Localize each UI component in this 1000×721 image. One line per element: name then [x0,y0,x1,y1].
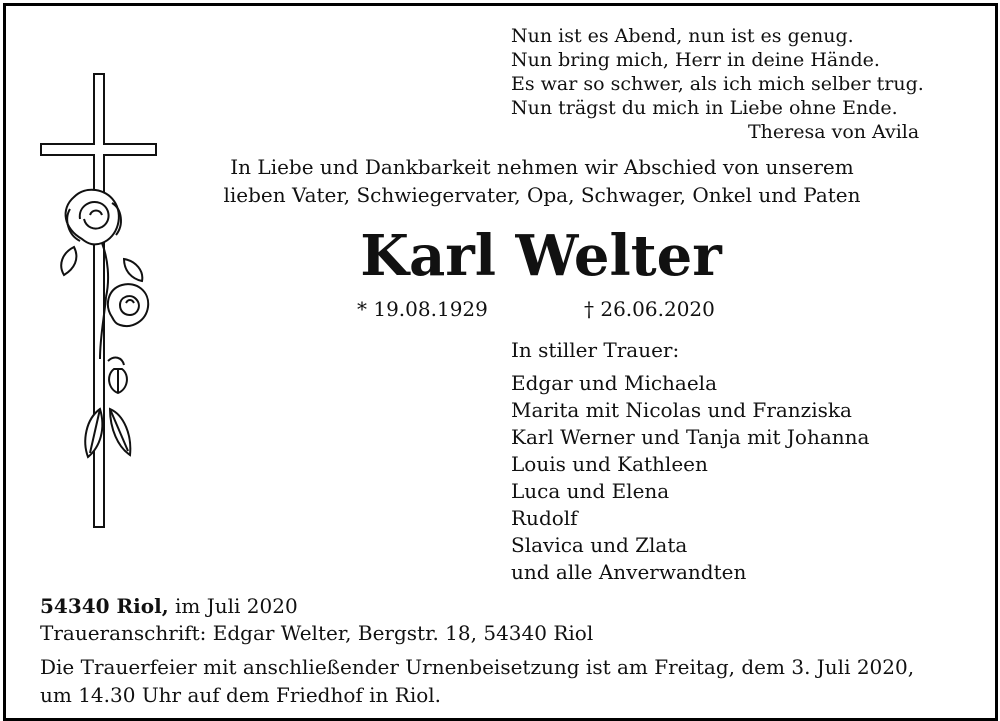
mourner-item: Karl Werner und Tanja mit Johanna [511,425,870,449]
deceased-name: Karl Welter [360,223,722,289]
place-date-line [40,592,298,620]
notice-date: im Juli 2020 [168,594,298,618]
ceremony-line: Die Trauerfeier mit anschließender Urnenbeisetzung ist am Freitag, dem 3. Juli 2020, [40,655,915,679]
cross-with-roses-icon [34,69,164,529]
poem [511,24,924,120]
mourner-item: und alle Anverwandten [511,560,747,584]
mourner-item: Edgar und Michaela [511,371,718,395]
poem-line: Nun trägst du mich in Liebe ohne Ende. [511,97,898,119]
poem-line: Nun ist es Abend, nun ist es genug. [511,25,854,47]
poem-line: Nun bring mich, Herr in deine Hände. [511,49,880,71]
intro-line: In Liebe und Dankbarkeit nehmen wir Abschied von unserem [230,155,854,179]
mourner-item: Luca und Elena [511,479,670,503]
mourners-list [511,370,869,586]
mourning-address: Traueranschrift: Edgar Welter, Bergstr. 18, 54340 Riol [40,621,594,645]
birth-date: * 19.08.1929 [357,297,488,321]
place-name: 54340 Riol, [40,594,169,618]
ceremony-info [40,653,914,709]
intro-text [202,153,882,209]
mourner-item: Marita mit Nicolas und Franziska [511,398,852,422]
mourner-item: Slavica und Zlata [511,533,688,557]
obituary-notice [3,3,998,721]
mourner-item: Rudolf [511,506,578,530]
mourning-heading: In stiller Trauer: [511,338,680,362]
intro-line: lieben Vater, Schwiegervater, Opa, Schwager, Onkel und Paten [223,183,861,207]
mourner-item: Louis und Kathleen [511,452,708,476]
ceremony-line: um 14.30 Uhr auf dem Friedhof in Riol. [40,683,442,707]
poem-line: Es war so schwer, als ich mich selber trug. [511,73,924,95]
poem-author: Theresa von Avila [748,121,920,143]
death-date: † 26.06.2020 [584,297,715,321]
